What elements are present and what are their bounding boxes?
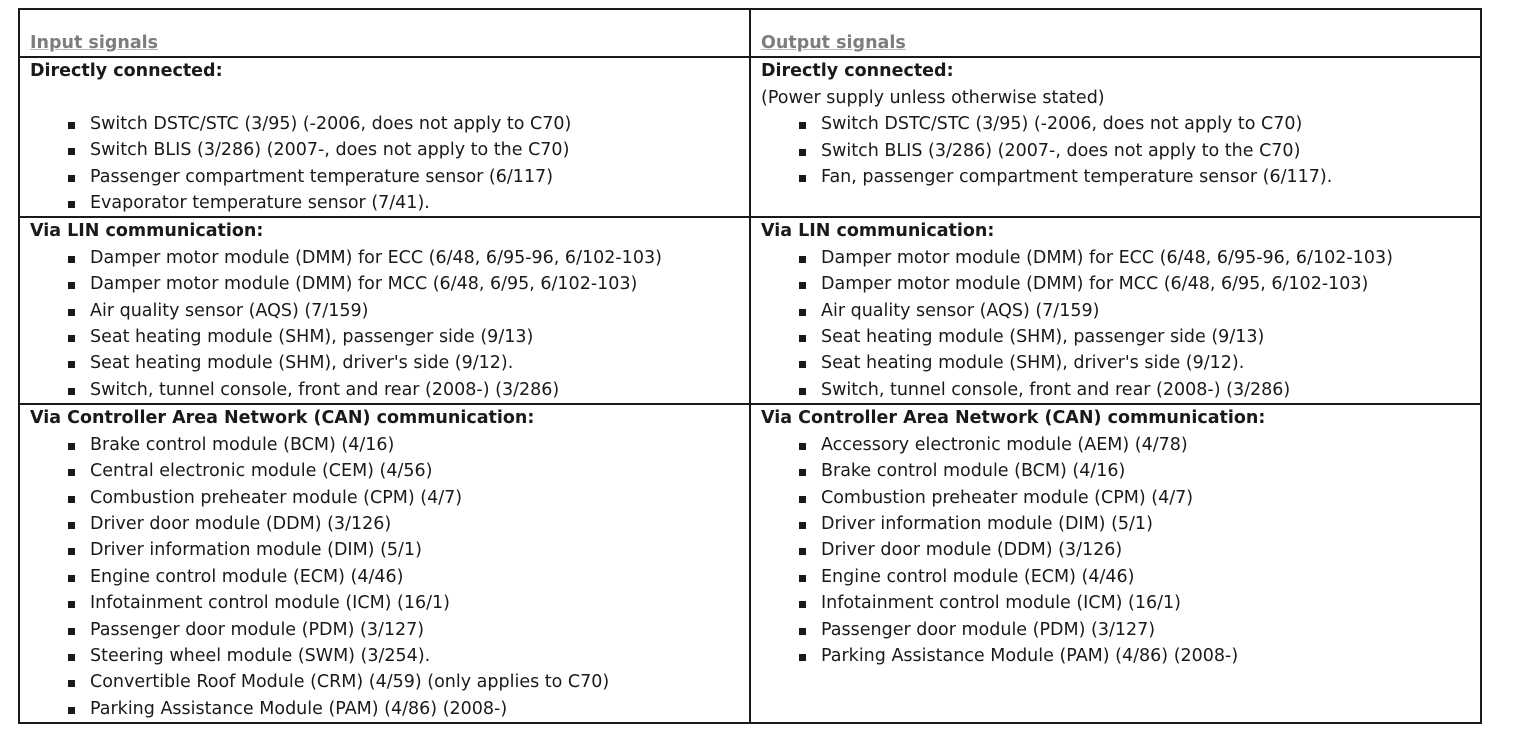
lin-output-list bbox=[761, 245, 1472, 403]
lin-input-title: Via LIN communication: bbox=[30, 221, 264, 242]
lin-output-cell bbox=[750, 217, 1481, 404]
list-item: Convertible Roof Module (CRM) (4/59) (only applies to C70) bbox=[30, 669, 741, 695]
list-item: Evaporator temperature sensor (7/41). bbox=[30, 190, 741, 216]
list-item: Switch, tunnel console, front and rear (2008-) (3/286) bbox=[30, 377, 741, 403]
can-input-title: Via Controller Area Network (CAN) communication: bbox=[30, 408, 535, 429]
lin-input-cell bbox=[19, 217, 750, 404]
can-output-title: Via Controller Area Network (CAN) communication: bbox=[761, 408, 1266, 429]
header-row bbox=[19, 9, 1481, 57]
list-item: Seat heating module (SHM), driver's side (9/12). bbox=[761, 350, 1472, 376]
lin-input-list bbox=[30, 245, 741, 403]
list-item: Driver door module (DDM) (3/126) bbox=[761, 537, 1472, 563]
input-signals-header: Input signals bbox=[19, 9, 750, 57]
list-item: Combustion preheater module (CPM) (4/7) bbox=[30, 485, 741, 511]
direct-output-note: (Power supply unless otherwise stated) bbox=[761, 87, 1105, 108]
list-item: Seat heating module (SHM), passenger side (9/13) bbox=[761, 324, 1472, 350]
list-item: Passenger door module (PDM) (3/127) bbox=[761, 617, 1472, 643]
list-item: Parking Assistance Module (PAM) (4/86) (2008-) bbox=[30, 696, 741, 722]
can-output-cell bbox=[750, 404, 1481, 723]
can-row bbox=[19, 404, 1481, 723]
direct-input-cell bbox=[19, 57, 750, 217]
direct-row bbox=[19, 57, 1481, 217]
list-item: Damper motor module (DMM) for ECC (6/48, 6/95-96, 6/102-103) bbox=[30, 245, 741, 271]
list-item: Seat heating module (SHM), driver's side (9/12). bbox=[30, 350, 741, 376]
direct-output-list bbox=[761, 111, 1472, 190]
direct-input-title: Directly connected: bbox=[30, 61, 223, 82]
list-item: Infotainment control module (ICM) (16/1) bbox=[30, 590, 741, 616]
list-item: Driver information module (DIM) (5/1) bbox=[761, 511, 1472, 537]
lin-output-title: Via LIN communication: bbox=[761, 221, 995, 242]
list-item: Switch BLIS (3/286) (2007-, does not apply to the C70) bbox=[761, 138, 1472, 164]
output-signals-header: Output signals bbox=[750, 9, 1481, 57]
list-item: Central electronic module (CEM) (4/56) bbox=[30, 458, 741, 484]
list-item: Driver door module (DDM) (3/126) bbox=[30, 511, 741, 537]
list-item: Seat heating module (SHM), passenger side (9/13) bbox=[30, 324, 741, 350]
list-item: Combustion preheater module (CPM) (4/7) bbox=[761, 485, 1472, 511]
list-item: Driver information module (DIM) (5/1) bbox=[30, 537, 741, 563]
list-item: Air quality sensor (AQS) (7/159) bbox=[30, 298, 741, 324]
lin-row bbox=[19, 217, 1481, 404]
list-item: Infotainment control module (ICM) (16/1) bbox=[761, 590, 1472, 616]
list-item: Parking Assistance Module (PAM) (4/86) (2008-) bbox=[761, 643, 1472, 669]
direct-output-title: Directly connected: bbox=[761, 61, 954, 82]
signals-table bbox=[18, 8, 1482, 724]
list-item: Damper motor module (DMM) for MCC (6/48, 6/95, 6/102-103) bbox=[761, 271, 1472, 297]
list-item: Engine control module (ECM) (4/46) bbox=[30, 564, 741, 590]
list-item: Switch, tunnel console, front and rear (2008-) (3/286) bbox=[761, 377, 1472, 403]
list-item: Steering wheel module (SWM) (3/254). bbox=[30, 643, 741, 669]
list-item: Brake control module (BCM) (4/16) bbox=[30, 432, 741, 458]
list-item: Passenger compartment temperature sensor (6/117) bbox=[30, 164, 741, 190]
can-input-list bbox=[30, 432, 741, 722]
list-item: Air quality sensor (AQS) (7/159) bbox=[761, 298, 1472, 324]
list-item: Switch BLIS (3/286) (2007-, does not apply to the C70) bbox=[30, 137, 741, 163]
list-item: Brake control module (BCM) (4/16) bbox=[761, 458, 1472, 484]
can-output-list bbox=[761, 432, 1472, 670]
list-item: Damper motor module (DMM) for ECC (6/48, 6/95-96, 6/102-103) bbox=[761, 245, 1472, 271]
direct-output-cell bbox=[750, 57, 1481, 217]
can-input-cell bbox=[19, 404, 750, 723]
list-item: Switch DSTC/STC (3/95) (-2006, does not apply to C70) bbox=[30, 111, 741, 137]
direct-input-list bbox=[30, 111, 741, 217]
list-item: Switch DSTC/STC (3/95) (-2006, does not apply to C70) bbox=[761, 111, 1472, 137]
list-item: Accessory electronic module (AEM) (4/78) bbox=[761, 432, 1472, 458]
list-item: Passenger door module (PDM) (3/127) bbox=[30, 617, 741, 643]
list-item: Fan, passenger compartment temperature sensor (6/117). bbox=[761, 164, 1472, 190]
list-item: Engine control module (ECM) (4/46) bbox=[761, 564, 1472, 590]
list-item: Damper motor module (DMM) for MCC (6/48, 6/95, 6/102-103) bbox=[30, 271, 741, 297]
